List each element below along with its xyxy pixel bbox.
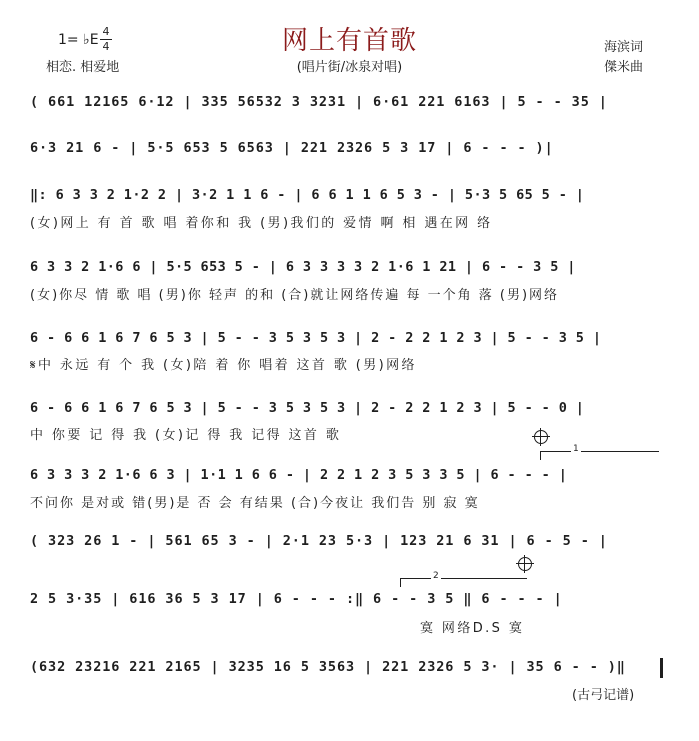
lyric-line-4: (女)你尽 情 歌 唱 (男)你 轻声 的和 (合)就让网络传遍 每 一个角 落 (男)网络 xyxy=(30,288,560,303)
score-line-2: 6·3 21 6 - | 5·5 653 5 6563 | 221 2326 5 3 17 | 6 - - - )| xyxy=(30,140,554,156)
time-signature xyxy=(100,26,112,53)
score-line-4: 6 3 3 2 1·6 6 | 5·5 653 5 - | 6 3 3 3 3 2 1·6 1 21 | 6 - - 3 5 | xyxy=(30,259,576,275)
coda-icon xyxy=(518,557,532,571)
final-barline xyxy=(660,658,663,678)
singers-subtitle: (唱片街/冰泉对唱) xyxy=(296,60,403,75)
key-signature: 1= ♭E xyxy=(58,32,99,48)
meter-bottom: 4 xyxy=(102,40,110,53)
score-line-9: 2 5 3·35 | 616 36 5 3 17 | 6 - - - :‖ 6 - - 3 5 ‖ 6 - - - | xyxy=(30,591,563,607)
lyric-line-7: 不问你 是对或 错(男)是 否 会 有结果 (合)今夜让 我们告 别 寂 寞 xyxy=(30,496,480,511)
lyric-line-5: 𝄋中 永远 有 个 我 (女)陪 着 你 唱着 这首 歌 (男)网络 xyxy=(30,358,417,373)
lyricist-credit: 海滨词 xyxy=(604,40,644,55)
score-line-7: 6 3 3 3 2 1·6 6 3 | 1·1 1 6 6 - | 2 2 1 2 3 5 3 3 5 | 6 - - - | xyxy=(30,467,568,483)
lyric-line-6: 中 你要 记 得 我 (女)记 得 我 记得 这首 歌 xyxy=(30,428,342,443)
composer-credit: 傑米曲 xyxy=(604,60,644,75)
volta-1-label: 1 xyxy=(573,444,579,454)
score-line-10: (632 23216 221 2165 | 3235 16 5 3563 | 221 2326 5 3· | 35 6 - - )‖ xyxy=(30,659,626,675)
score-line-1: ( 661 12165 6·12 | 335 56532 3 3231 | 6·61 221 6163 | 5 - - 35 | xyxy=(30,94,608,110)
coda-icon xyxy=(534,430,548,444)
lyric-line-3: (女)网上 有 首 歌 唱 着你和 我 (男)我们的 爱情 啊 相 遇在网 络 xyxy=(30,216,493,231)
volta-2-label: 2 xyxy=(433,571,439,581)
score-line-5: 6 - 6 6 1 6 7 6 5 3 | 5 - - 3 5 3 5 3 | 2 - 2 2 1 2 3 | 5 - - 3 5 | xyxy=(30,330,602,346)
transcriber-credit: (古弓记谱) xyxy=(572,688,635,703)
volta-bracket-1 xyxy=(540,444,659,460)
score-line-3: ‖: 6 3 3 2 1·2 2 | 3·2 1 1 6 - | 6 6 1 1 6 5 3 - | 5·3 5 65 5 - | xyxy=(30,187,585,203)
performance-style: 相恋. 相爱地 xyxy=(46,60,120,75)
song-title: 网上有首歌 xyxy=(281,26,417,56)
volta-bracket-2 xyxy=(400,571,527,587)
lyric-line-9: 寞 网络D.S 寞 xyxy=(420,621,525,636)
score-line-6: 6 - 6 6 1 6 7 6 5 3 | 5 - - 3 5 3 5 3 | 2 - 2 2 1 2 3 | 5 - - 0 | xyxy=(30,400,585,416)
score-line-8: ( 323 26 1 - | 561 65 3 - | 2·1 23 5·3 | 123 21 6 31 | 6 - 5 - | xyxy=(30,533,608,549)
meter-top: 4 xyxy=(102,25,110,38)
